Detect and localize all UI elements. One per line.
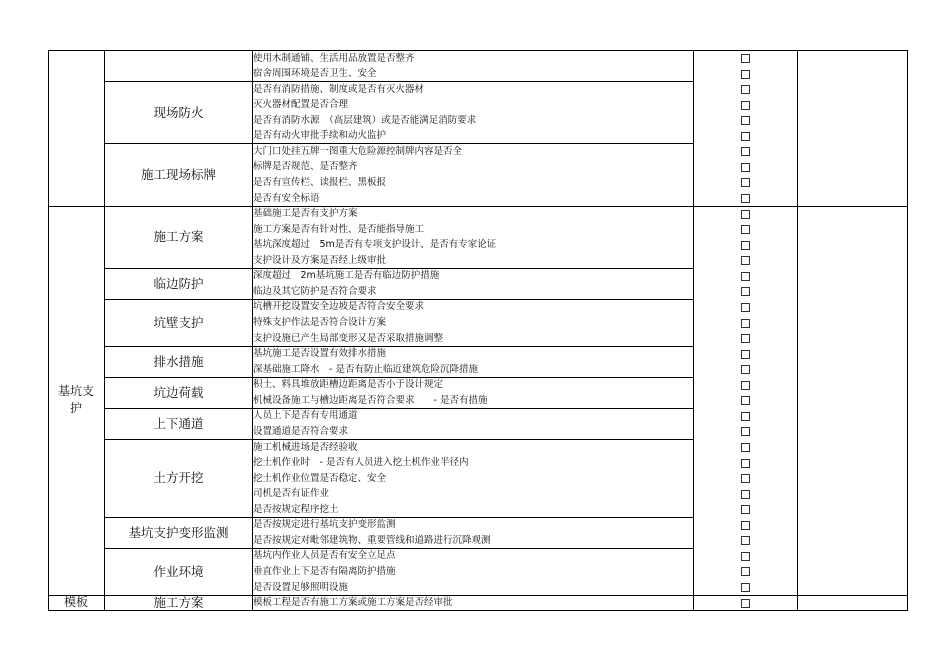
section-label-text: 坑边荷载 <box>153 384 204 400</box>
check-item-text: 灭火器材配置是否合理 <box>253 99 349 111</box>
section-label-text: 排水措施 <box>153 353 204 369</box>
checkbox[interactable] <box>741 256 750 265</box>
check-item-text: 人员上下是否有专用通道 <box>253 410 358 422</box>
check-item-text: 特殊支护作法是否符合设计方案 <box>253 317 387 329</box>
check-item-text: 深基础施工降水 - 是否有防止临近建筑危险沉降措施 <box>253 363 478 375</box>
section-label <box>105 299 252 346</box>
checkbox[interactable] <box>741 334 750 343</box>
check-item-text: 基础施工是否有支护方案 <box>253 208 358 220</box>
section-label-text: 基坑支护变形监测 <box>128 524 229 540</box>
section-label <box>105 143 252 205</box>
check-item-text: 坑槽开挖设置安全边坡是否符合安全要求 <box>253 301 425 313</box>
check-item-text: 宿舍周围环境是否卫生、安全 <box>253 68 377 80</box>
section-label-text: 施工方案 <box>153 594 204 610</box>
section-label-text: 施工现场标牌 <box>140 166 216 182</box>
checkbox[interactable] <box>741 70 750 79</box>
checkbox[interactable] <box>741 474 750 483</box>
checkbox[interactable] <box>741 350 750 359</box>
checkbox[interactable] <box>741 287 750 296</box>
check-item-text: 司机是否有证作业 <box>253 488 330 500</box>
checkbox[interactable] <box>741 147 750 156</box>
check-item-text: 使用木制通铺、生活用品放置是否整齐 <box>253 52 415 64</box>
category-label-text: 模板 <box>63 594 88 609</box>
checkbox[interactable] <box>741 459 750 468</box>
checkbox[interactable] <box>741 505 750 514</box>
check-item-text: 临边及其它防护是否符合要求 <box>253 285 377 297</box>
section-label-text: 作业环境 <box>153 563 204 579</box>
checkbox[interactable] <box>741 412 750 421</box>
section-label-text: 土方开挖 <box>153 470 204 486</box>
checkbox[interactable] <box>741 303 750 312</box>
section-label <box>105 268 252 299</box>
check-item-text: 大门口处挂五牌一图重大危险源控制牌内容是否全 <box>253 145 463 157</box>
checkbox[interactable] <box>741 599 750 608</box>
vertical-rule <box>48 50 49 611</box>
checkbox[interactable] <box>741 101 750 110</box>
checkbox[interactable] <box>741 427 750 436</box>
check-item-text: 是否有消防水源 （高层建筑）或是否能满足消防要求 <box>253 114 477 126</box>
checkbox[interactable] <box>741 54 750 63</box>
check-item-text: 是否有安全标语 <box>253 192 320 204</box>
checkbox[interactable] <box>741 521 750 530</box>
category-label <box>49 595 103 611</box>
checkbox[interactable] <box>741 396 750 405</box>
checkbox[interactable] <box>741 365 750 374</box>
vertical-rule <box>693 50 694 611</box>
checkbox[interactable] <box>741 225 750 234</box>
section-label-text: 临边防护 <box>153 275 204 291</box>
checkbox[interactable] <box>741 241 750 250</box>
section-label <box>105 346 252 377</box>
check-item-text: 支护设施已产生局部变形又是否采取措施调整 <box>253 332 444 344</box>
vertical-rule <box>252 50 253 611</box>
category-label-text: 基坑支护 <box>57 384 94 416</box>
check-item-text: 挖土机作业位置是否稳定、安全 <box>253 472 387 484</box>
category-label <box>49 206 103 595</box>
check-item-text: 基坑内作业人员是否有安全立足点 <box>253 550 396 562</box>
checkbox[interactable] <box>741 567 750 576</box>
checkbox[interactable] <box>741 552 750 561</box>
checkbox[interactable] <box>741 490 750 499</box>
check-item-text: 支护设计及方案是否经上级审批 <box>253 254 387 266</box>
check-item-text: 垂直作业上下是否有隔离防护措施 <box>253 565 396 577</box>
section-label <box>105 206 252 268</box>
vertical-rule <box>907 50 908 611</box>
checkbox[interactable] <box>741 319 750 328</box>
check-item-text: 设置通道是否符合要求 <box>253 425 349 437</box>
check-item-text: 挖土机作业时 - 是否有人员进入挖土机作业半径内 <box>253 457 469 469</box>
check-item-text: 是否按规定程序挖土 <box>253 503 339 515</box>
checkbox[interactable] <box>741 132 750 141</box>
section-label <box>105 595 252 611</box>
checkbox[interactable] <box>741 116 750 125</box>
check-item-text: 是否按规定进行基坑支护变形监测 <box>253 519 396 531</box>
checkbox[interactable] <box>741 536 750 545</box>
horizontal-rule <box>48 50 908 51</box>
checkbox[interactable] <box>741 178 750 187</box>
checkbox[interactable] <box>741 85 750 94</box>
section-label-text: 坑壁支护 <box>153 314 204 330</box>
section-label <box>105 81 252 143</box>
checkbox[interactable] <box>741 194 750 203</box>
section-label <box>105 517 252 548</box>
check-item-text: 施工机械进场是否经验收 <box>253 441 358 453</box>
check-item-text: 施工方案是否有针对性、是否能指导施工 <box>253 223 425 235</box>
checkbox[interactable] <box>741 381 750 390</box>
section-label <box>105 408 252 439</box>
check-item-text: 积土、料具堆放距槽边距离是否小于设计规定 <box>253 379 444 391</box>
checkbox[interactable] <box>741 163 750 172</box>
checkbox[interactable] <box>741 583 750 592</box>
check-item-text: 机械设备施工与槽边距离是否符合要求 - 是否有措施 <box>253 394 488 406</box>
section-label-text: 现场防火 <box>153 104 204 120</box>
section-label <box>105 377 252 408</box>
check-item-text: 标牌是否规范、是否整齐 <box>253 161 358 173</box>
check-item-text: 模板工程是否有施工方案或施工方案是否经审批 <box>253 597 453 609</box>
section-label-text: 上下通道 <box>153 415 204 431</box>
checkbox[interactable] <box>741 272 750 281</box>
check-item-text: 深度超过 2m基坑施工是否有临边防护措施 <box>253 270 440 282</box>
check-item-text: 基坑深度超过 5m是否有专项支护设计、是否有专家论证 <box>253 239 497 251</box>
checkbox[interactable] <box>741 443 750 452</box>
vertical-rule <box>104 50 105 611</box>
horizontal-rule <box>48 610 908 611</box>
section-label <box>105 439 252 517</box>
check-item-text: 是否设置足够照明设施 <box>253 581 349 593</box>
check-item-text: 基坑施工是否设置有效排水措施 <box>253 348 387 360</box>
section-label-text: 施工方案 <box>153 229 204 245</box>
check-item-text: 是否按规定对毗邻建筑物、重要管线和道路进行沉降观测 <box>253 534 491 546</box>
check-item-text: 是否有宣传栏、读报栏、黑板报 <box>253 176 387 188</box>
section-label <box>105 548 252 595</box>
check-item-text: 是否有消防措施、制度或是否有灭火器材 <box>253 83 425 95</box>
check-item-text: 是否有动火审批手续和动火监护 <box>253 130 387 142</box>
vertical-rule <box>797 50 798 611</box>
checkbox[interactable] <box>741 210 750 219</box>
